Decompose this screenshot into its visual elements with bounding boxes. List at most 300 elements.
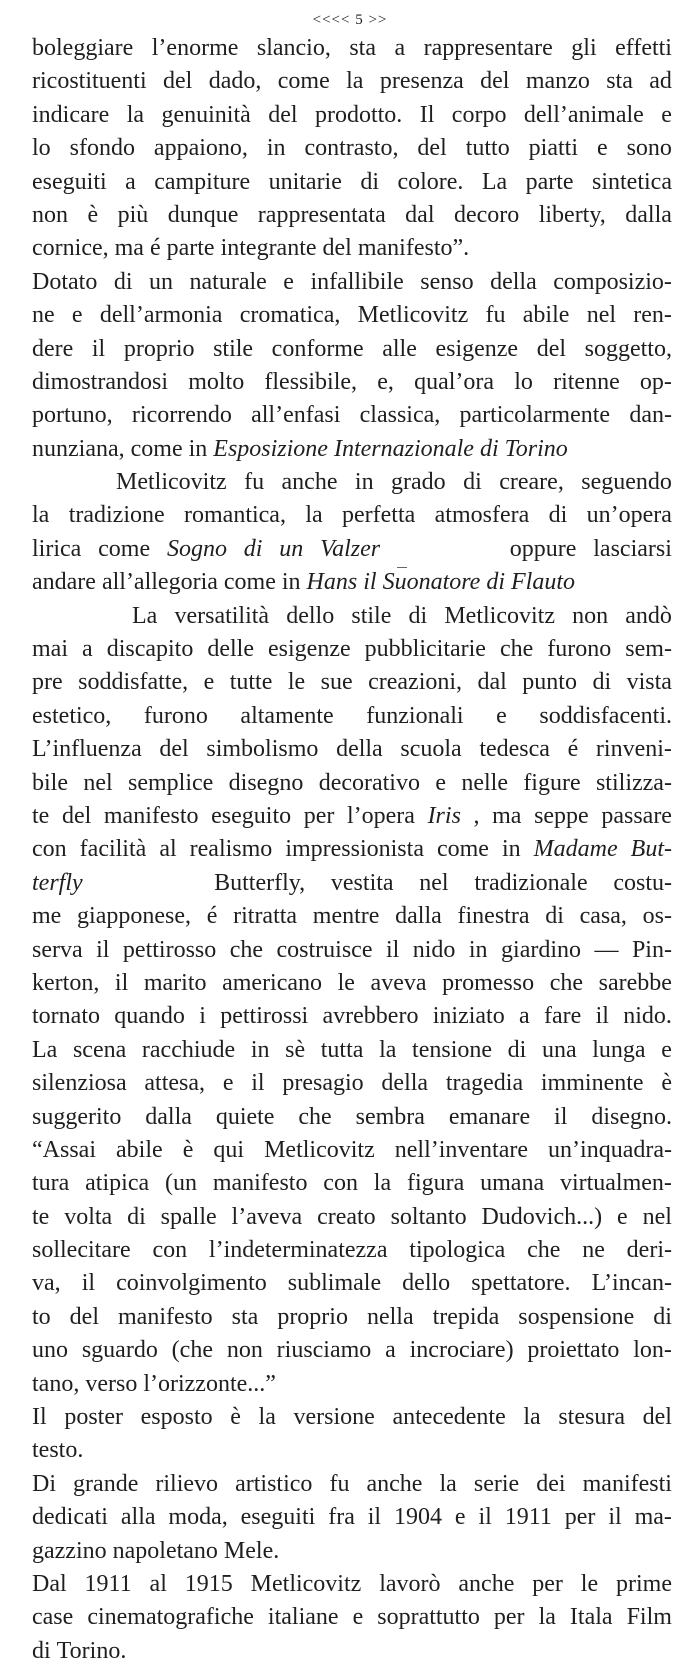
word: qui: [213, 1136, 245, 1163]
word: qual’ora: [414, 368, 495, 395]
word: Metlicovitz: [444, 602, 555, 629]
word: che: [298, 1103, 332, 1130]
word: la: [379, 1036, 397, 1063]
word: unitarie: [268, 168, 342, 195]
word: volta: [64, 1203, 113, 1230]
italic-title-word: di: [486, 569, 506, 596]
word: nel: [419, 869, 449, 896]
word: esposto: [140, 1404, 213, 1431]
word: la: [439, 1470, 457, 1497]
word: il: [96, 936, 110, 963]
word: ma: [492, 802, 522, 829]
word: del: [322, 235, 352, 262]
word: tensione: [412, 1036, 493, 1063]
word: creazioni,: [368, 669, 463, 696]
word: più: [117, 201, 149, 228]
word: case: [32, 1604, 74, 1631]
word: sono: [626, 135, 672, 162]
word: tutta: [320, 1036, 364, 1063]
word: dello: [286, 602, 335, 629]
word: l’indeterminatezza: [208, 1237, 388, 1264]
word: sfondo: [69, 135, 135, 162]
text-line: [32, 1501, 672, 1534]
word: napoletano: [112, 1537, 218, 1564]
word: sta: [231, 1303, 259, 1330]
word: di: [408, 602, 428, 629]
word: Il: [419, 101, 435, 128]
word: tutte: [229, 669, 273, 696]
word: nell’inventare: [394, 1136, 529, 1163]
word: il: [81, 1270, 96, 1297]
word: Torino.: [56, 1637, 127, 1664]
word: italiane: [267, 1604, 339, 1631]
text-line: [32, 99, 672, 132]
word: di: [592, 669, 612, 696]
word: ritenne: [553, 368, 620, 395]
word: versione: [293, 1404, 375, 1431]
word: oppure: [509, 535, 577, 562]
word: i: [199, 1003, 206, 1030]
word: spalle: [160, 1203, 217, 1230]
word: presenza: [379, 68, 464, 95]
word: pettirosso: [122, 936, 217, 963]
word: La: [32, 1036, 58, 1063]
word: Metlicovitz: [264, 1136, 375, 1163]
word: è: [87, 201, 99, 228]
word: é: [149, 235, 161, 262]
word: è: [230, 1404, 241, 1431]
text-line: [32, 1368, 672, 1401]
word: a: [394, 35, 406, 61]
word: di: [127, 1203, 146, 1230]
word: il: [595, 1003, 609, 1030]
word: alle: [382, 335, 417, 362]
word: il: [251, 1070, 265, 1097]
word: altamente: [240, 702, 334, 729]
word: tornato: [32, 1003, 100, 1030]
word: esigenze: [268, 636, 351, 663]
italic-title-word: Iris: [427, 802, 461, 829]
text-line: [32, 366, 672, 399]
word: fare: [543, 1003, 582, 1030]
word: racchiude: [141, 1036, 236, 1063]
word: e: [71, 302, 83, 329]
italic-title-word: Esposizione: [213, 435, 328, 462]
word: integrante: [220, 235, 317, 262]
word: stilizza-: [595, 769, 672, 796]
word: creare,: [499, 469, 564, 496]
word: americano: [222, 969, 323, 996]
text-line: [32, 800, 672, 833]
word: un: [149, 268, 173, 295]
text-line: [32, 32, 672, 65]
word: fu: [485, 302, 506, 329]
word: casa,: [579, 903, 627, 930]
italic-title-word: terfly: [32, 869, 83, 896]
word: anche: [366, 1470, 423, 1497]
word: andò: [625, 602, 672, 629]
word: lon-: [633, 1337, 672, 1364]
word: imminente: [540, 1070, 644, 1097]
word: nel: [83, 769, 113, 796]
word: portuno,: [32, 402, 113, 429]
word: della: [381, 1070, 429, 1097]
word: del: [61, 802, 92, 829]
word: del: [480, 68, 510, 95]
word: dalla: [625, 201, 672, 228]
word: Il: [32, 1404, 47, 1431]
text-line: [32, 1535, 672, 1568]
word: naturale: [189, 268, 267, 295]
word: fu: [244, 469, 265, 496]
text-line: [32, 266, 672, 299]
word: la: [373, 1170, 392, 1197]
text-line: [32, 199, 672, 232]
text-line: [32, 900, 672, 933]
text-line: [32, 1468, 672, 1501]
word: tedesca: [479, 736, 550, 763]
word: del: [69, 1303, 99, 1330]
word: Dudovich...): [481, 1203, 603, 1230]
word: manifesti: [582, 1470, 672, 1497]
word: dalla: [145, 1103, 192, 1130]
word: Mele.: [223, 1537, 280, 1564]
word: in: [281, 569, 301, 596]
word: decorativo: [318, 769, 420, 796]
word: presagio: [282, 1070, 364, 1097]
italic-title-word: Sogno: [166, 535, 227, 562]
word: abile: [522, 302, 570, 329]
word: all’enfasi: [251, 402, 341, 429]
word: e: [596, 135, 608, 162]
word: il: [478, 1504, 492, 1531]
word: dello: [402, 1270, 451, 1297]
word: pettirossi: [220, 1003, 309, 1030]
word: con: [152, 1237, 188, 1264]
word: di: [545, 903, 564, 930]
word: e: [661, 101, 672, 128]
word: l’enorme: [151, 35, 239, 61]
text-line: [32, 499, 672, 532]
word: giapponese,: [77, 903, 192, 930]
text-line: [32, 1401, 672, 1434]
italic-title-word: Internazionale: [333, 435, 474, 462]
italic-title-word: Valzer: [320, 535, 381, 562]
word: trepida: [432, 1303, 500, 1330]
word: op-: [639, 368, 672, 395]
text-line: [32, 1568, 672, 1601]
text-line: [32, 1067, 672, 1100]
word: sta: [349, 35, 376, 61]
word: (che: [171, 1337, 213, 1364]
word: particolarmente: [459, 402, 611, 429]
word: corpo: [451, 101, 507, 128]
word: creato: [317, 1203, 376, 1230]
word: gli: [571, 35, 597, 61]
word: pubblicitarie: [364, 636, 486, 663]
word: in: [188, 435, 208, 462]
blank-space: [108, 867, 188, 900]
word: al: [149, 1570, 167, 1597]
text-line: [32, 700, 672, 733]
text-line: [32, 299, 672, 332]
word: la: [258, 1404, 276, 1431]
word: figure: [523, 769, 581, 796]
word: mai: [32, 636, 68, 663]
text-line: [32, 1134, 672, 1167]
word: 1911: [84, 1570, 132, 1597]
italic-title-word: Torino: [504, 435, 568, 462]
italic-title-word: di: [243, 535, 263, 562]
word: tura: [32, 1170, 70, 1197]
word: furono: [547, 636, 612, 663]
word: il: [385, 936, 400, 963]
word: del: [642, 1404, 672, 1431]
word: anche: [281, 469, 338, 496]
text-line: [32, 1334, 672, 1367]
word: ne: [32, 302, 55, 329]
word: il: [91, 335, 106, 362]
text-line: [32, 1201, 672, 1234]
word: dan-: [629, 402, 672, 429]
word: l’aveva: [231, 1203, 303, 1230]
word: ricorrendo: [131, 402, 232, 429]
text-line: [32, 1301, 672, 1334]
word: la: [346, 68, 364, 95]
italic-title-word: il: [363, 569, 377, 596]
word: é: [206, 903, 218, 930]
word: dell’armonia: [99, 302, 223, 329]
text-line: [32, 232, 672, 265]
word: Dotato: [32, 268, 98, 295]
word: per: [564, 1504, 596, 1531]
word: costruisce: [276, 936, 373, 963]
word: scuola: [400, 736, 462, 763]
word: le: [287, 669, 306, 696]
word: soddisfacenti.: [539, 702, 672, 729]
word: lirica: [32, 535, 82, 562]
word: come: [277, 68, 330, 95]
word: molto: [188, 368, 245, 395]
word: quando: [114, 1003, 185, 1030]
word: gazzino: [32, 1537, 107, 1564]
word: romantica,: [184, 502, 286, 529]
word: che: [549, 969, 584, 996]
word: boleggiare: [32, 35, 134, 61]
text-line: [32, 833, 672, 866]
word: sublimale: [287, 1270, 382, 1297]
word: proiettato: [527, 1337, 620, 1364]
word: prime: [616, 1570, 672, 1597]
page-number: <<<< 5 >>: [312, 12, 388, 28]
word: Film: [626, 1604, 672, 1631]
word: atipica: [85, 1170, 150, 1197]
word: quiete: [215, 1103, 275, 1130]
word: punto: [522, 669, 577, 696]
word: me: [32, 903, 62, 930]
word: una: [541, 1036, 577, 1063]
word: eseguiti: [32, 168, 107, 195]
word: finestra: [457, 903, 530, 930]
word: della: [336, 736, 383, 763]
word: di: [463, 469, 482, 496]
italic-title-word: Flauto: [511, 569, 576, 596]
word: l’orizzonte...”: [143, 1370, 276, 1397]
word: testo.: [32, 1437, 84, 1464]
word: dalla: [395, 903, 442, 930]
word: le: [580, 1570, 599, 1597]
word: della: [490, 268, 537, 295]
word: andare: [32, 569, 96, 596]
word: a: [385, 1337, 396, 1364]
word: senso: [420, 268, 474, 295]
word: dal: [405, 201, 435, 228]
word: sembra: [355, 1103, 425, 1130]
word: in: [354, 469, 374, 496]
word: classica,: [359, 402, 441, 429]
word: liberty,: [538, 201, 606, 228]
word: di: [653, 1303, 672, 1330]
word: dedicati: [32, 1504, 108, 1531]
word: ma-: [634, 1504, 672, 1531]
word: nido.: [623, 1003, 672, 1030]
word: e: [435, 769, 446, 796]
word: cromatica,: [239, 302, 341, 329]
word: dere: [32, 335, 74, 362]
word: tradizionale: [474, 869, 588, 896]
word: che: [229, 936, 264, 963]
word: anche: [458, 1570, 515, 1597]
word: è: [182, 1136, 194, 1163]
word: tano,: [32, 1370, 80, 1397]
text-line: [32, 600, 672, 633]
word: è: [661, 1070, 672, 1097]
word: tutto: [465, 135, 510, 162]
word: tradizione: [68, 502, 165, 529]
word: 1904: [394, 1504, 443, 1531]
word: dell’animale: [523, 101, 644, 128]
word: rappresentare: [423, 35, 553, 61]
word: pre: [32, 669, 63, 696]
word: il: [114, 969, 129, 996]
word: la: [523, 1404, 541, 1431]
word: attesa,: [144, 1070, 206, 1097]
word: manifesto”.: [357, 235, 470, 262]
word: fu: [329, 1470, 350, 1497]
word: —: [594, 936, 619, 963]
word: dunque: [167, 201, 239, 228]
word: colore.: [397, 168, 464, 195]
word: to: [32, 1303, 51, 1330]
word: verso: [85, 1370, 138, 1397]
word: kerton,: [32, 969, 100, 996]
word: spettatore.: [471, 1270, 571, 1297]
word: Butterfly,: [214, 869, 306, 896]
word: con: [32, 836, 67, 863]
word: perfetta: [342, 502, 416, 529]
word: L’influenza: [32, 736, 142, 763]
italic-title-word: Madame: [533, 836, 618, 863]
word: manifesto: [103, 802, 199, 829]
word: e,: [377, 368, 394, 395]
word: sè: [285, 1036, 306, 1063]
word: piatti: [528, 135, 578, 162]
word: silenziosa: [32, 1070, 127, 1097]
text-line: [32, 1635, 672, 1668]
word: ad: [649, 68, 672, 95]
text-line: [32, 1234, 672, 1267]
word: la: [32, 502, 50, 529]
word: Di: [32, 1470, 56, 1497]
word: dei: [536, 1470, 566, 1497]
word: per: [493, 1604, 525, 1631]
word: giardino: [501, 936, 582, 963]
word: il: [367, 1504, 382, 1531]
word: nel: [642, 1203, 672, 1230]
word: a: [82, 636, 93, 663]
word: Pin-: [631, 936, 672, 963]
word: per: [303, 802, 335, 829]
word: avrebbero: [322, 1003, 419, 1030]
blank-space: [397, 533, 493, 566]
word: come: [223, 569, 276, 596]
text-line: [32, 867, 672, 900]
word: sue: [320, 669, 353, 696]
word: vestita: [330, 869, 394, 896]
word: scena: [72, 1036, 127, 1063]
word: la: [126, 101, 145, 128]
word: e: [352, 1604, 364, 1631]
word: a: [519, 1003, 530, 1030]
word: come: [98, 535, 151, 562]
text-line: [32, 967, 672, 1000]
word: sollecitare: [32, 1237, 131, 1264]
word: prodotto.: [314, 101, 403, 128]
word: non: [572, 602, 609, 629]
word: soprattutto: [377, 1604, 480, 1631]
word: decoro: [453, 201, 520, 228]
word: facilità: [79, 836, 147, 863]
word: va,: [32, 1270, 61, 1297]
text-line: [32, 433, 672, 466]
word: promesso: [442, 969, 535, 996]
word: Metlicovitz: [250, 1570, 362, 1597]
word: os-: [642, 903, 672, 930]
word: ,: [473, 802, 480, 829]
word: di: [113, 268, 133, 295]
word: l’opera: [346, 802, 415, 829]
word: alla: [120, 1504, 156, 1531]
word: che: [499, 636, 534, 663]
word: poster: [64, 1404, 123, 1431]
word: atmosfera: [434, 502, 530, 529]
word: sintetica: [592, 168, 672, 195]
word: dal: [477, 669, 507, 696]
word: soltanto: [390, 1203, 467, 1230]
word: dado,: [208, 68, 262, 95]
word: versatilità: [174, 602, 270, 629]
word: te: [32, 1203, 50, 1230]
word: simbolismo: [206, 736, 319, 763]
word: indicare: [32, 101, 110, 128]
word: manifesto: [212, 1170, 308, 1197]
word: e: [222, 1070, 234, 1097]
text-line: [32, 65, 672, 98]
word: riusciamo: [276, 1337, 372, 1364]
word: passare: [601, 802, 672, 829]
word: esigenze: [435, 335, 519, 362]
word: eseguito: [211, 802, 292, 829]
